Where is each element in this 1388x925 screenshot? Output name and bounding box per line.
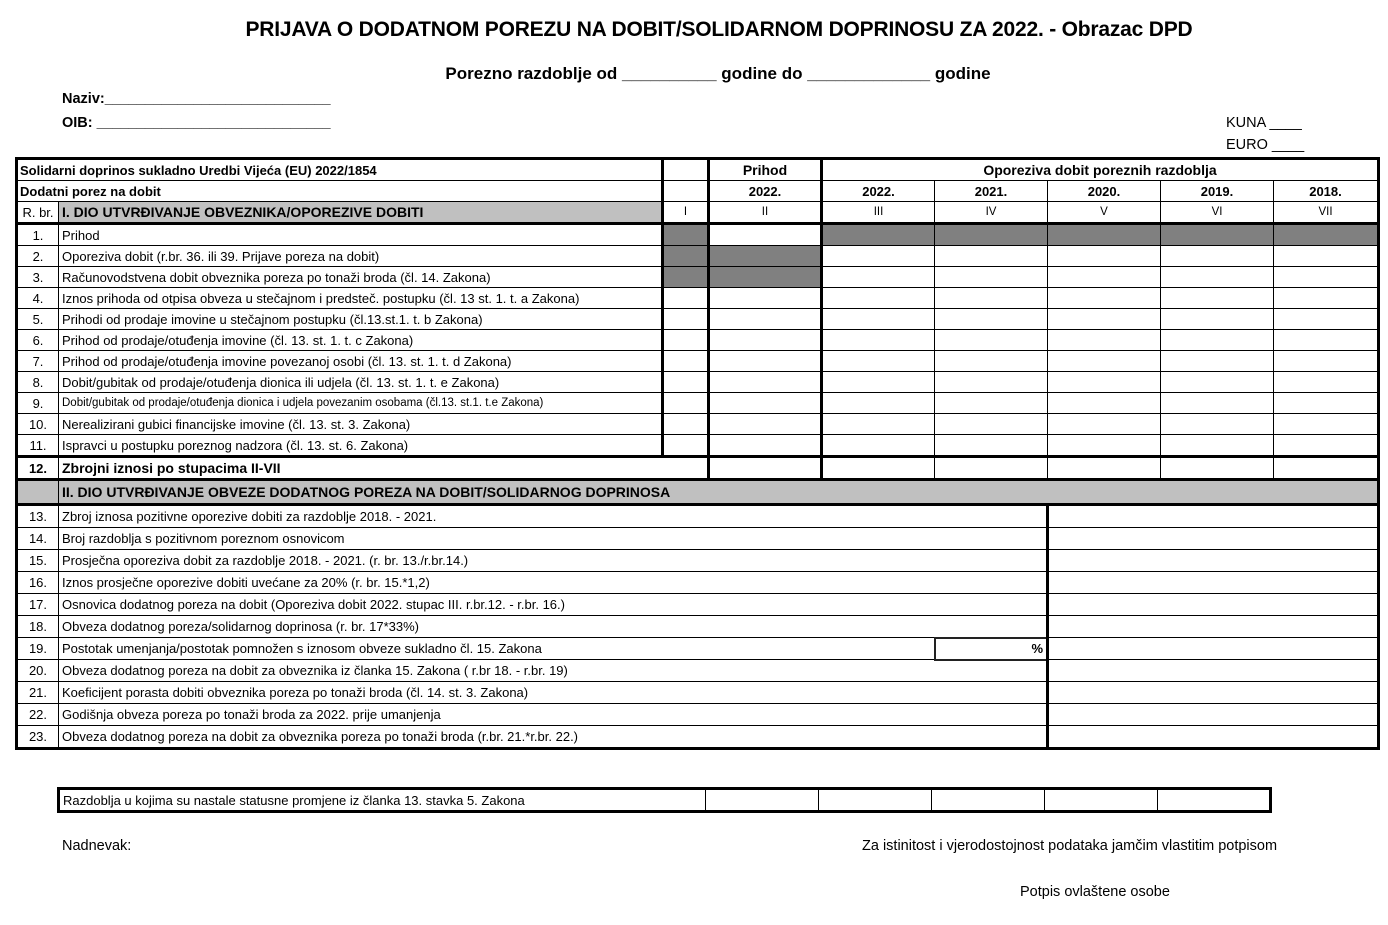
row-label: Broj razdoblja s pozitivnom poreznom osnovicom bbox=[59, 528, 1048, 550]
value-input-col-6[interactable] bbox=[1161, 393, 1274, 414]
empty-header-cell bbox=[663, 159, 709, 181]
guarantee-statement: Za istinitost i vjerodostojnost podataka jamčim vlastitim potpisom bbox=[862, 838, 1278, 854]
amount-input[interactable] bbox=[1048, 660, 1379, 682]
row-number: 18. bbox=[17, 616, 59, 638]
value-input-col-4[interactable] bbox=[935, 435, 1048, 457]
value-input-col-7[interactable] bbox=[1274, 414, 1379, 435]
row-label: Obveza dodatnog poreza na dobit za obveznika iz članka 15. Zakona ( r.br 18. - r.br. 19) bbox=[59, 660, 1048, 682]
value-input-col-7[interactable] bbox=[1274, 267, 1379, 288]
value-input-col-7[interactable] bbox=[1274, 351, 1379, 372]
part2-row bbox=[17, 572, 1379, 594]
section2-title: II. DIO UTVRĐIVANJE OBVEZE DODATNOG POREZA NA DOBIT/SOLIDARNOG DOPRINOSA bbox=[59, 480, 1379, 505]
amount-input[interactable] bbox=[1048, 505, 1379, 528]
currency-kuna[interactable]: KUNA ____ bbox=[1226, 115, 1302, 131]
section2-header-row bbox=[17, 480, 1379, 505]
year-header: 2021. bbox=[935, 181, 1048, 202]
status-period-input[interactable] bbox=[932, 789, 1045, 812]
part2-row bbox=[17, 528, 1379, 550]
row-label: Zbroj iznosa pozitivne oporezive dobiti za razdoblje 2018. - 2021. bbox=[59, 505, 1048, 528]
oib-input-line[interactable]: _____________________________ bbox=[96, 115, 331, 131]
value-input-col-4[interactable] bbox=[935, 288, 1048, 309]
disabled-cell bbox=[709, 267, 822, 288]
column-roman-iii: III bbox=[822, 202, 935, 224]
row-number: 5. bbox=[17, 309, 59, 330]
row-label: Obveza dodatnog poreza/solidarnog doprinosa (r. br. 17*33%) bbox=[59, 616, 1048, 638]
value-input-col-1[interactable] bbox=[663, 435, 709, 457]
status-period-input[interactable] bbox=[819, 789, 932, 812]
row-number: 4. bbox=[17, 288, 59, 309]
row-number: 13. bbox=[17, 505, 59, 528]
amount-input[interactable] bbox=[1048, 572, 1379, 594]
part1-row bbox=[17, 309, 1379, 330]
value-input-col-6[interactable] bbox=[1161, 309, 1274, 330]
part1-row bbox=[17, 267, 1379, 288]
total-input-col-7[interactable] bbox=[1274, 457, 1379, 480]
column-roman-vii: VII bbox=[1274, 202, 1379, 224]
value-input-col-3[interactable] bbox=[822, 288, 935, 309]
header-prihod: Prihod bbox=[709, 159, 822, 181]
value-input-col-3[interactable] bbox=[822, 414, 935, 435]
currency-euro[interactable]: EURO ____ bbox=[1226, 137, 1305, 153]
row-label: Obveza dodatnog poreza na dobit za obveznika poreza po tonaži broda (r.br. 21.*r.br. 22.) bbox=[59, 726, 1048, 749]
row-label: Prihod bbox=[59, 224, 663, 246]
part1-row bbox=[17, 372, 1379, 393]
row-number: 3. bbox=[17, 267, 59, 288]
column-roman-vi: VI bbox=[1161, 202, 1274, 224]
value-input-col-2[interactable] bbox=[709, 414, 822, 435]
row-label: Prihod od prodaje/otuđenja imovine (čl. 13. st. 1. t. c Zakona) bbox=[59, 330, 663, 351]
part2-row bbox=[17, 726, 1379, 749]
year-header: 2019. bbox=[1161, 181, 1274, 202]
row-label: Prihodi od prodaje imovine u stečajnom postupku (čl.13.st.1. t. b Zakona) bbox=[59, 309, 663, 330]
disabled-cell bbox=[1048, 224, 1161, 246]
value-input-col-2[interactable] bbox=[709, 351, 822, 372]
row-label: Prosječna oporeziva dobit za razdoblje 2018. - 2021. (r. br. 13./r.br.14.) bbox=[59, 550, 1048, 572]
amount-input[interactable] bbox=[1048, 550, 1379, 572]
header-row-1 bbox=[17, 159, 1379, 181]
value-input-col-6[interactable] bbox=[1161, 288, 1274, 309]
value-input-col-1[interactable] bbox=[663, 414, 709, 435]
row-label: Zbrojni iznosi po stupacima II-VII bbox=[59, 457, 709, 480]
naziv-input-line[interactable]: ____________________________ bbox=[104, 91, 331, 107]
value-input-col-4[interactable] bbox=[935, 351, 1048, 372]
status-changes-table bbox=[57, 787, 1272, 813]
year-header: 2022. bbox=[822, 181, 935, 202]
row-number: 23. bbox=[17, 726, 59, 749]
part2-row bbox=[17, 638, 1379, 660]
main-form-table bbox=[15, 157, 1380, 750]
row-number: 16. bbox=[17, 572, 59, 594]
amount-input[interactable] bbox=[1048, 528, 1379, 550]
value-input-col-2[interactable] bbox=[709, 224, 822, 246]
year-header: 2020. bbox=[1048, 181, 1161, 202]
value-input-col-7[interactable] bbox=[1274, 288, 1379, 309]
total-input-col-6[interactable] bbox=[1161, 457, 1274, 480]
status-period-input[interactable] bbox=[706, 789, 819, 812]
value-input-col-4[interactable] bbox=[935, 267, 1048, 288]
row-12-totals bbox=[17, 457, 1379, 480]
status-changes-row bbox=[59, 789, 1271, 812]
value-input-col-4[interactable] bbox=[935, 309, 1048, 330]
signature-label: Potpis ovlaštene osobe bbox=[1020, 884, 1170, 900]
section1-title: I. DIO UTVRĐIVANJE OBVEZNIKA/OPOREZIVE DOBITI bbox=[59, 202, 663, 224]
row-number: 14. bbox=[17, 528, 59, 550]
naziv-label: Naziv: bbox=[62, 91, 105, 107]
value-input-col-3[interactable] bbox=[822, 372, 935, 393]
row-label: Godišnja obveza poreza po tonaži broda za 2022. prije umanjenja bbox=[59, 704, 1048, 726]
value-input-col-5[interactable] bbox=[1048, 246, 1161, 267]
status-changes-label: Razdoblja u kojima su nastale statusne promjene iz članka 13. stavka 5. Zakona bbox=[59, 789, 706, 812]
row-label: Iznos prosječne oporezive dobiti uvećane za 20% (r. br. 15.*1,2) bbox=[59, 572, 1048, 594]
row-label: Koeficijent porasta dobiti obveznika poreza po tonaži broda (čl. 14. st. 3. Zakona) bbox=[59, 682, 1048, 704]
part2-row bbox=[17, 704, 1379, 726]
header-dodatni-porez: Dodatni porez na dobit bbox=[17, 181, 663, 202]
row-label: Prihod od prodaje/otuđenja imovine povezanoj osobi (čl. 13. st. 1. t. d Zakona) bbox=[59, 351, 663, 372]
value-input-col-1[interactable] bbox=[663, 372, 709, 393]
value-input-col-3[interactable] bbox=[822, 267, 935, 288]
part1-row bbox=[17, 246, 1379, 267]
value-input-col-2[interactable] bbox=[709, 309, 822, 330]
part2-row bbox=[17, 550, 1379, 572]
value-input-col-7[interactable] bbox=[1274, 435, 1379, 457]
total-input-col-5[interactable] bbox=[1048, 457, 1161, 480]
row-label: Osnovica dodatnog poreza na dobit (Oporeziva dobit 2022. stupac III. r.br.12. - r.br. 16.) bbox=[59, 594, 1048, 616]
row-number: 17. bbox=[17, 594, 59, 616]
part2-row bbox=[17, 616, 1379, 638]
part1-row bbox=[17, 435, 1379, 457]
value-input-col-6[interactable] bbox=[1161, 351, 1274, 372]
value-input-col-2[interactable] bbox=[709, 330, 822, 351]
value-input-col-6[interactable] bbox=[1161, 246, 1274, 267]
value-input-col-6[interactable] bbox=[1161, 372, 1274, 393]
value-input-col-6[interactable] bbox=[1161, 435, 1274, 457]
status-period-input[interactable] bbox=[1045, 789, 1158, 812]
part2-row bbox=[17, 660, 1379, 682]
value-input-col-5[interactable] bbox=[1048, 288, 1161, 309]
value-input-col-4[interactable] bbox=[935, 414, 1048, 435]
value-input-col-6[interactable] bbox=[1161, 330, 1274, 351]
disabled-cell bbox=[935, 224, 1048, 246]
value-input-col-5[interactable] bbox=[1048, 351, 1161, 372]
row-number: 12. bbox=[17, 457, 59, 480]
disabled-cell bbox=[663, 224, 709, 246]
row-number: 22. bbox=[17, 704, 59, 726]
column-roman-iv: IV bbox=[935, 202, 1048, 224]
year-header: 2018. bbox=[1274, 181, 1379, 202]
value-input-col-5[interactable] bbox=[1048, 330, 1161, 351]
row-number: 20. bbox=[17, 660, 59, 682]
row-label: Iznos prihoda od otpisa obveza u stečajnom i predsteč. postupku (čl. 13 st. 1. t. a Zakona) bbox=[59, 288, 663, 309]
disabled-cell bbox=[709, 246, 822, 267]
row-number: 7. bbox=[17, 351, 59, 372]
value-input-col-3[interactable] bbox=[822, 351, 935, 372]
row-label: Računovodstvena dobit obveznika poreza po tonaži broda (čl. 14. Zakona) bbox=[59, 267, 663, 288]
oib-field[interactable] bbox=[62, 115, 331, 131]
value-input-col-3[interactable] bbox=[822, 435, 935, 457]
disabled-cell bbox=[1274, 224, 1379, 246]
value-input-col-4[interactable] bbox=[935, 372, 1048, 393]
value-input-col-3[interactable] bbox=[822, 393, 935, 414]
value-input-col-1[interactable] bbox=[663, 393, 709, 414]
column-roman-v: V bbox=[1048, 202, 1161, 224]
row-number: 8. bbox=[17, 372, 59, 393]
value-input-col-1[interactable] bbox=[663, 309, 709, 330]
value-input-col-7[interactable] bbox=[1274, 372, 1379, 393]
part2-row bbox=[17, 682, 1379, 704]
value-input-col-5[interactable] bbox=[1048, 267, 1161, 288]
row-label: Oporeziva dobit (r.br. 36. ili 39. Prijave poreza na dobit) bbox=[59, 246, 663, 267]
total-input-col-4[interactable] bbox=[935, 457, 1048, 480]
value-input-col-2[interactable] bbox=[709, 288, 822, 309]
value-input-col-5[interactable] bbox=[1048, 435, 1161, 457]
nadnevak-label: Nadnevak: bbox=[62, 838, 132, 854]
value-input-col-7[interactable] bbox=[1274, 393, 1379, 414]
part1-row bbox=[17, 414, 1379, 435]
status-period-input[interactable] bbox=[1158, 789, 1271, 812]
row-label: Nerealizirani gubici financijske imovine (čl. 13. st. 3. Zakona) bbox=[59, 414, 663, 435]
total-input-col-3[interactable] bbox=[822, 457, 935, 480]
column-roman-ii: II bbox=[709, 202, 822, 224]
total-input-col-2[interactable] bbox=[709, 457, 822, 480]
row-number: 15. bbox=[17, 550, 59, 572]
disabled-cell bbox=[663, 246, 709, 267]
amount-input[interactable] bbox=[1048, 638, 1379, 660]
value-input-col-2[interactable] bbox=[709, 393, 822, 414]
part1-row bbox=[17, 393, 1379, 414]
form-title: PRIJAVA O DODATNOM POREZU NA DOBIT/SOLIDARNOM DOPRINOSU ZA 2022. - Obrazac DPD bbox=[245, 18, 1193, 41]
row-number: 1. bbox=[17, 224, 59, 246]
part1-row bbox=[17, 351, 1379, 372]
value-input-col-2[interactable] bbox=[709, 372, 822, 393]
empty-header-cell bbox=[663, 181, 709, 202]
value-input-col-5[interactable] bbox=[1048, 393, 1161, 414]
rbr-header: R. br. bbox=[17, 202, 59, 224]
value-input-col-3[interactable] bbox=[822, 330, 935, 351]
row-number: 21. bbox=[17, 682, 59, 704]
value-input-col-5[interactable] bbox=[1048, 414, 1161, 435]
part2-row bbox=[17, 505, 1379, 528]
value-input-col-1[interactable] bbox=[663, 288, 709, 309]
part1-row bbox=[17, 224, 1379, 246]
row-number: 6. bbox=[17, 330, 59, 351]
value-input-col-3[interactable] bbox=[822, 246, 935, 267]
oib-label: OIB: bbox=[62, 115, 93, 131]
row-number: 19. bbox=[17, 638, 59, 660]
section1-header-row bbox=[17, 202, 1379, 224]
amount-input[interactable] bbox=[1048, 682, 1379, 704]
year-header: 2022. bbox=[709, 181, 822, 202]
row-number: 2. bbox=[17, 246, 59, 267]
value-input-col-1[interactable] bbox=[663, 330, 709, 351]
header-row-2 bbox=[17, 181, 1379, 202]
header-oporeziva-dobit: Oporeziva dobit poreznih razdoblja bbox=[822, 159, 1379, 181]
part1-row bbox=[17, 330, 1379, 351]
tax-period-line[interactable]: Porezno razdoblje od __________ godine do _____________ godine bbox=[445, 64, 991, 83]
amount-input[interactable] bbox=[1048, 726, 1379, 749]
amount-input[interactable] bbox=[1048, 616, 1379, 638]
value-input-col-7[interactable] bbox=[1274, 309, 1379, 330]
value-input-col-6[interactable] bbox=[1161, 267, 1274, 288]
row-number: 10. bbox=[17, 414, 59, 435]
value-input-col-4[interactable] bbox=[935, 246, 1048, 267]
value-input-col-5[interactable] bbox=[1048, 309, 1161, 330]
column-roman-i: I bbox=[663, 202, 709, 224]
value-input-col-4[interactable] bbox=[935, 393, 1048, 414]
row-label: Dobit/gubitak od prodaje/otuđenja dionica i udjela povezanim osobama (čl.13. st.1. t.e Zakona) bbox=[59, 393, 663, 414]
header-solidarni: Solidarni doprinos sukladno Uredbi Vijeća (EU) 2022/1854 bbox=[17, 159, 663, 181]
value-input-col-3[interactable] bbox=[822, 309, 935, 330]
part1-row bbox=[17, 288, 1379, 309]
row-label: Postotak umenjanja/postotak pomnožen s iznosom obveze sukladno čl. 15. Zakona bbox=[59, 638, 935, 660]
disabled-cell bbox=[822, 224, 935, 246]
row-number: 9. bbox=[17, 393, 59, 414]
naziv-field[interactable] bbox=[62, 91, 331, 107]
section2-rbr-blank bbox=[17, 480, 59, 505]
value-input-col-6[interactable] bbox=[1161, 414, 1274, 435]
part2-row bbox=[17, 594, 1379, 616]
disabled-cell bbox=[663, 267, 709, 288]
amount-input[interactable] bbox=[1048, 594, 1379, 616]
value-input-col-5[interactable] bbox=[1048, 372, 1161, 393]
value-input-col-7[interactable] bbox=[1274, 246, 1379, 267]
percent-input[interactable]: % bbox=[935, 638, 1048, 660]
row-number: 11. bbox=[17, 435, 59, 457]
row-label: Dobit/gubitak od prodaje/otuđenja dionica ili udjela (čl. 13. st. 1. t. e Zakona) bbox=[59, 372, 663, 393]
amount-input[interactable] bbox=[1048, 704, 1379, 726]
disabled-cell bbox=[1161, 224, 1274, 246]
value-input-col-4[interactable] bbox=[935, 330, 1048, 351]
value-input-col-7[interactable] bbox=[1274, 330, 1379, 351]
value-input-col-2[interactable] bbox=[709, 435, 822, 457]
value-input-col-1[interactable] bbox=[663, 351, 709, 372]
row-label: Ispravci u postupku poreznog nadzora (čl. 13. st. 6. Zakona) bbox=[59, 435, 663, 457]
